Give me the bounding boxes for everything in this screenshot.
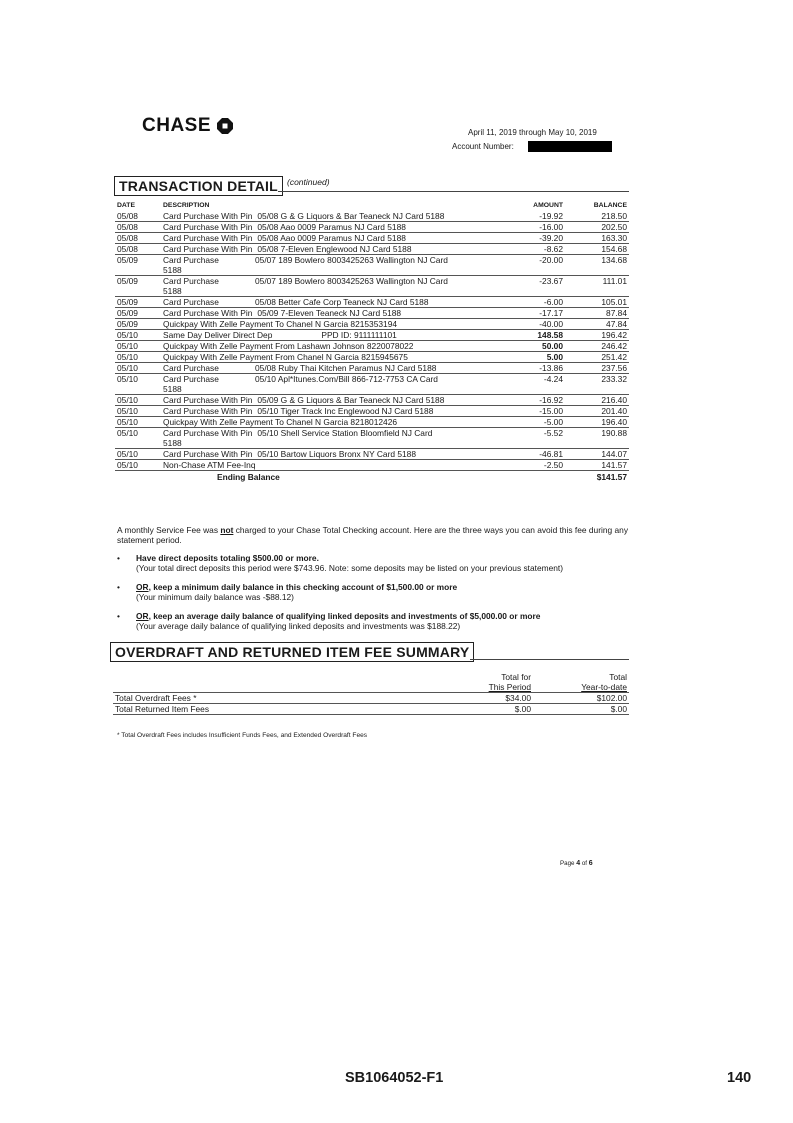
table-row bbox=[115, 297, 629, 308]
row-date: 05/10 bbox=[115, 395, 161, 406]
row-balance: 105.01 bbox=[565, 297, 629, 308]
row-date: 05/08 bbox=[115, 244, 161, 255]
row-description: Non-Chase ATM Fee-Inq bbox=[161, 460, 506, 471]
row-description: Card Purchase With Pin 05/09 G & G Liquors & Bar Teaneck NJ Card 5188 bbox=[161, 395, 506, 406]
row-date: 05/08 bbox=[115, 233, 161, 244]
row-description: Card Purchase With Pin 05/08 Aao 0009 Paramus NJ Card 5188 bbox=[161, 222, 506, 233]
row-amount: -13.86 bbox=[506, 363, 565, 374]
row-description: Card Purchase With Pin 05/08 7-Eleven Englewood NJ Card 5188 bbox=[161, 244, 506, 255]
row-amount: -17.17 bbox=[506, 308, 565, 319]
row-date: 05/09 bbox=[115, 308, 161, 319]
row-description: Quickpay With Zelle Payment To Chanel N Garcia 8218012426 bbox=[161, 417, 506, 428]
row-date: 05/09 bbox=[115, 319, 161, 330]
overdraft-header-row: Total for This Period Total Year-to-date bbox=[113, 672, 629, 693]
table-row bbox=[115, 330, 629, 341]
row-amount: -16.00 bbox=[506, 222, 565, 233]
row-date: 05/10 bbox=[115, 352, 161, 363]
table-row bbox=[115, 244, 629, 255]
overdraft-table bbox=[113, 672, 629, 715]
row-balance: 144.07 bbox=[565, 449, 629, 460]
row-description: Card Purchase With Pin 05/10 Shell Service Station Bloomfield NJ Card 5188 bbox=[161, 428, 506, 449]
bullet-icon: • bbox=[117, 611, 120, 621]
row-description: Card Purchase With Pin 05/10 Bartow Liquors Bronx NY Card 5188 bbox=[161, 449, 506, 460]
row-amount: -46.81 bbox=[506, 449, 565, 460]
row-amount: -20.00 bbox=[506, 255, 565, 276]
row-amount: -40.00 bbox=[506, 319, 565, 330]
row-amount: -8.62 bbox=[506, 244, 565, 255]
row-amount: -6.00 bbox=[506, 297, 565, 308]
row-description: Same Day Deliver Direct Dep PPD ID: 9111111101 bbox=[161, 330, 506, 341]
row-balance: 202.50 bbox=[565, 222, 629, 233]
overdraft-footnote: * Total Overdraft Fees includes Insufficient Funds Fees, and Extended Overdraft Fees bbox=[117, 732, 368, 739]
row-description: Card Purchase With Pin 05/09 7-Eleven Teaneck NJ Card 5188 bbox=[161, 308, 506, 319]
row-date: 05/08 bbox=[115, 222, 161, 233]
service-fee-notice: A monthly Service Fee was not charged to your Chase Total Checking account. Here are the three ways you can avoid this fee during any statement period. bbox=[117, 525, 629, 545]
bates-page-number: 140 bbox=[727, 1070, 752, 1086]
row-amount: -16.92 bbox=[506, 395, 565, 406]
row-description: Card Purchase With Pin 05/10 Tiger Track Inc Englewood NJ Card 5188 bbox=[161, 406, 506, 417]
table-row bbox=[115, 255, 629, 276]
col-amount: AMOUNT bbox=[533, 202, 563, 209]
row-description: Card Purchase 05/10 Apl*Itunes.Com/Bill 866-712-7753 CA Card 5188 bbox=[161, 374, 506, 395]
row-amount: -15.00 bbox=[506, 406, 565, 417]
table-row bbox=[115, 211, 629, 222]
not-emphasis: not bbox=[220, 525, 234, 535]
table-row bbox=[115, 222, 629, 233]
returned-item-fees-row: Total Returned Item Fees $.00 $.00 bbox=[115, 704, 627, 714]
row-balance: 196.42 bbox=[565, 330, 629, 341]
row-balance: 111.01 bbox=[565, 276, 629, 297]
row-balance: 246.42 bbox=[565, 341, 629, 352]
table-row bbox=[115, 395, 629, 406]
row-amount: -5.52 bbox=[506, 428, 565, 449]
row-balance: 201.40 bbox=[565, 406, 629, 417]
row-date: 05/09 bbox=[115, 255, 161, 276]
row-balance: 251.42 bbox=[565, 352, 629, 363]
row-date: 05/10 bbox=[115, 330, 161, 341]
row-balance: 237.56 bbox=[565, 363, 629, 374]
chase-logo bbox=[142, 115, 234, 137]
statement-period: April 11, 2019 through May 10, 2019 bbox=[468, 128, 597, 137]
row-balance: 218.50 bbox=[565, 211, 629, 222]
octagon-logo-icon bbox=[216, 117, 234, 135]
page-indicator: Page 4 of 6 bbox=[560, 860, 593, 867]
account-number-label: Account Number: bbox=[452, 142, 514, 151]
table-row bbox=[115, 352, 629, 363]
table-row bbox=[115, 276, 629, 297]
row-date: 05/10 bbox=[115, 363, 161, 374]
bullet-icon: • bbox=[117, 553, 120, 563]
row-amount: -19.92 bbox=[506, 211, 565, 222]
table-header-row bbox=[115, 201, 629, 211]
transaction-detail-title: TRANSACTION DETAIL bbox=[114, 176, 283, 196]
table-row bbox=[115, 449, 629, 460]
row-date: 05/09 bbox=[115, 276, 161, 297]
table-row bbox=[115, 363, 629, 374]
col-date: DATE bbox=[117, 202, 135, 209]
bullet-icon: • bbox=[117, 582, 120, 592]
row-balance: 216.40 bbox=[565, 395, 629, 406]
row-date: 05/08 bbox=[115, 211, 161, 222]
ending-balance-value: $141.57 bbox=[565, 471, 629, 483]
row-balance: 47.84 bbox=[565, 319, 629, 330]
row-description: Card Purchase 05/08 Ruby Thai Kitchen Paramus NJ Card 5188 bbox=[161, 363, 506, 374]
row-balance: 233.32 bbox=[565, 374, 629, 395]
row-amount: -4.24 bbox=[506, 374, 565, 395]
col-description: DESCRIPTION bbox=[163, 202, 210, 209]
row-date: 05/10 bbox=[115, 374, 161, 395]
row-balance: 141.57 bbox=[565, 460, 629, 471]
table-row bbox=[115, 406, 629, 417]
row-date: 05/10 bbox=[115, 406, 161, 417]
col-balance: BALANCE bbox=[593, 202, 627, 209]
logo-text: CHASE bbox=[142, 115, 212, 136]
row-amount: 148.58 bbox=[506, 330, 565, 341]
overdraft-fees-row: Total Overdraft Fees * $34.00 $102.00 bbox=[115, 693, 627, 703]
table-row bbox=[115, 341, 629, 352]
row-amount: -39.20 bbox=[506, 233, 565, 244]
table-row bbox=[115, 417, 629, 428]
table-row bbox=[115, 319, 629, 330]
row-date: 05/10 bbox=[115, 428, 161, 449]
row-amount: 50.00 bbox=[506, 341, 565, 352]
account-number-redaction bbox=[528, 141, 612, 152]
row-description: Quickpay With Zelle Payment From Chanel N Garcia 8215945675 bbox=[161, 352, 506, 363]
table-row bbox=[115, 308, 629, 319]
fee-waiver-option-1: • Have direct deposits totaling $500.00 or more. (Your total direct deposits this period were $743.96. Note: some deposits may be listed on your previous statement) bbox=[117, 553, 564, 573]
table-row bbox=[115, 233, 629, 244]
row-balance: 190.88 bbox=[565, 428, 629, 449]
row-balance: 163.30 bbox=[565, 233, 629, 244]
row-balance: 196.40 bbox=[565, 417, 629, 428]
transaction-rows bbox=[115, 211, 629, 471]
row-amount: -2.50 bbox=[506, 460, 565, 471]
section-rule bbox=[470, 659, 629, 660]
row-description: Quickpay With Zelle Payment To Chanel N Garcia 8215353194 bbox=[161, 319, 506, 330]
row-date: 05/10 bbox=[115, 449, 161, 460]
table-row bbox=[115, 374, 629, 395]
row-description: Card Purchase 05/07 189 Bowlero 8003425263 Wallington NJ Card 5188 bbox=[161, 255, 506, 276]
row-date: 05/09 bbox=[115, 297, 161, 308]
ending-balance-label: Ending Balance bbox=[217, 472, 280, 482]
ending-balance-row bbox=[115, 471, 629, 483]
row-balance: 154.68 bbox=[565, 244, 629, 255]
row-amount: 5.00 bbox=[506, 352, 565, 363]
fee-waiver-option-2: • OR, keep a minimum daily balance in this checking account of $1,500.00 or more (Your minimum daily balance was -$88.12) bbox=[117, 582, 458, 602]
row-balance: 87.84 bbox=[565, 308, 629, 319]
row-description: Card Purchase 05/08 Better Cafe Corp Teaneck NJ Card 5188 bbox=[161, 297, 506, 308]
transaction-table bbox=[115, 201, 629, 482]
table-row bbox=[115, 428, 629, 449]
overdraft-summary-title: OVERDRAFT AND RETURNED ITEM FEE SUMMARY bbox=[110, 642, 474, 662]
row-description: Card Purchase With Pin 05/08 G & G Liquors & Bar Teaneck NJ Card 5188 bbox=[161, 211, 506, 222]
row-amount: -23.67 bbox=[506, 276, 565, 297]
row-description: Card Purchase With Pin 05/08 Aao 0009 Paramus NJ Card 5188 bbox=[161, 233, 506, 244]
row-description: Card Purchase 05/07 189 Bowlero 8003425263 Wallington NJ Card 5188 bbox=[161, 276, 506, 297]
row-balance: 134.68 bbox=[565, 255, 629, 276]
section-rule bbox=[278, 191, 629, 192]
row-date: 05/10 bbox=[115, 460, 161, 471]
table-row bbox=[115, 460, 629, 471]
row-date: 05/10 bbox=[115, 417, 161, 428]
row-date: 05/10 bbox=[115, 341, 161, 352]
document-id: SB1064052-F1 bbox=[345, 1070, 444, 1086]
fee-waiver-option-3: • OR, keep an average daily balance of qualifying linked deposits and investments of $5,000.00 or more (Your average daily balance of qualifying linked deposits and investments was $188.22) bbox=[117, 611, 541, 631]
row-description: Quickpay With Zelle Payment From Lashawn Johnson 8220078022 bbox=[161, 341, 506, 352]
account-number-row bbox=[452, 141, 612, 152]
continued-label: (continued) bbox=[287, 177, 330, 187]
row-amount: -5.00 bbox=[506, 417, 565, 428]
